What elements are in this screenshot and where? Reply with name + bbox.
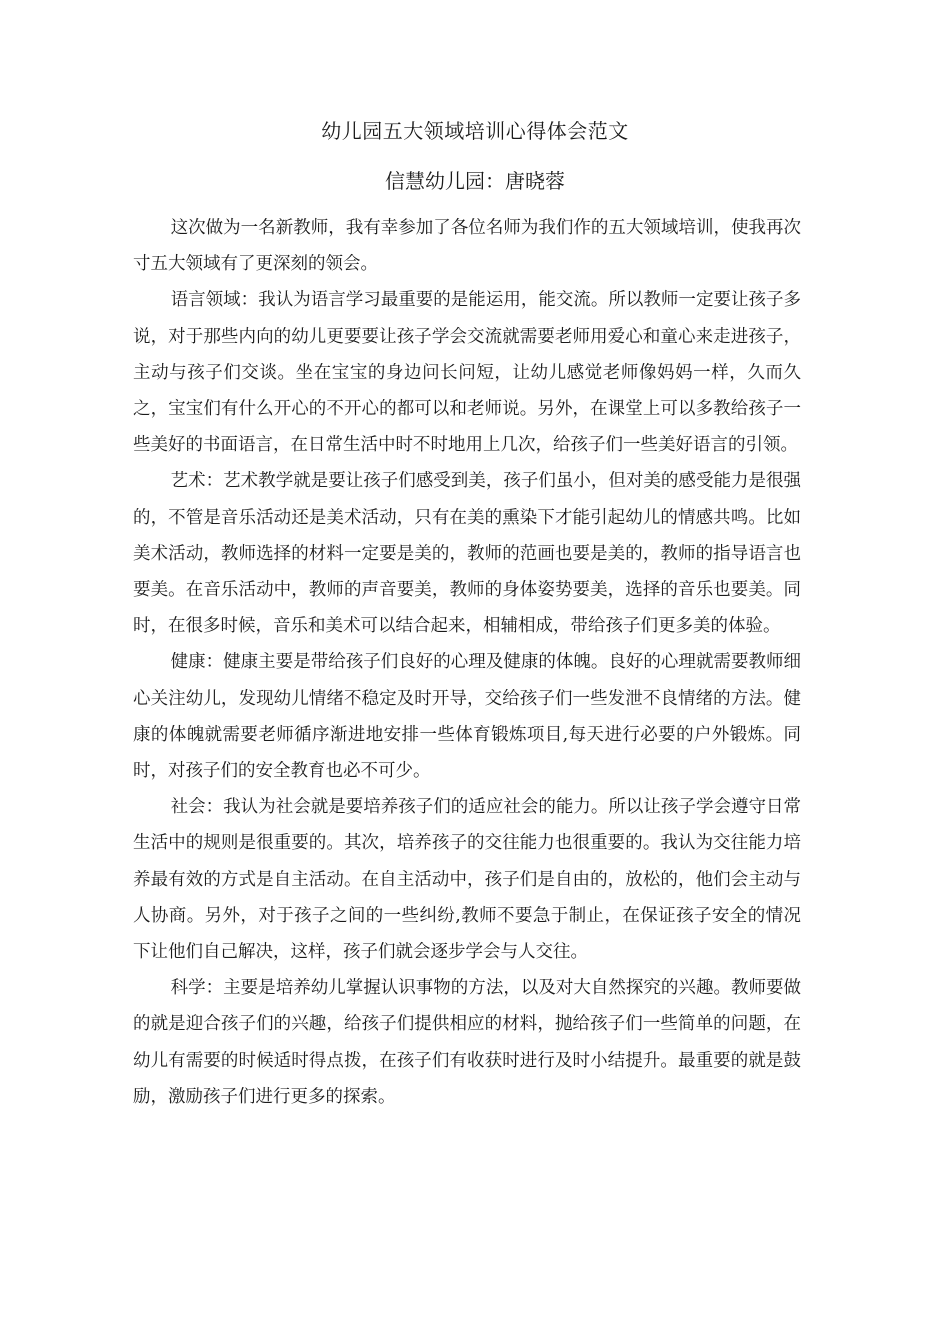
document-body bbox=[133, 210, 801, 1115]
paragraph-health: 健康：健康主要是带给孩子们良好的心理及健康的体魄。良好的心理就需要教师细心关注幼儿，发现幼儿情绪不稳定及时开导，交给孩子们一些发泄不良情绪的方法。健康的体魄就需要老师循序渐进地安排一些体育锻炼项目,每天进行必要的户外锻炼。同时，对孩子们的安全教育也必不可少。 bbox=[133, 652, 801, 782]
paragraph-art: 艺术：艺术教学就是要让孩子们感受到美，孩子们虽小，但对美的感受能力是很强的，不管是音乐活动还是美术活动，只有在美的熏染下才能引起幼儿的情感共鸣。比如美术活动，教师选择的材料一定要是美的，教师的范画也要是美的，教师的指导语言也要美。在音乐活动中，教师的声音要美，教师的身体姿势要美，选择的音乐也要美。同时，在很多时候，音乐和美术可以结合起来，相辅相成，带给孩子们更多美的体验。 bbox=[133, 471, 801, 637]
paragraph-intro: 这次做为一名新教师，我有幸参加了各位名师为我们作的五大领域培训，使我再次寸五大领域有了更深刻的领会。 bbox=[133, 218, 801, 275]
document-title: 幼儿园五大领域培训心得体会范文 bbox=[321, 119, 629, 143]
paragraph-society: 社会：我认为社会就是要培养孩子们的适应社会的能力。所以让孩子学会遵守日常生活中的规则是很重要的。其次，培养孩子的交往能力也很重要的。我认为交往能力培养最有效的方式是自主活动。在自主活动中，孩子们是自由的，放松的，他们会主动与人协商。另外，对于孩子之间的一些纠纷,教师不要急于制止，在保证孩子安全的情况下让他们自己解决，这样，孩子们就会逐步学会与人交往。 bbox=[133, 797, 801, 963]
document-author-line: 信慧幼儿园：唐晓蓉 bbox=[385, 169, 565, 193]
paragraph-language: 语言领域：我认为语言学习最重要的是能运用，能交流。所以教师一定要让孩子多说，对于那些内向的幼儿更要要让孩子学会交流就需要老师用爱心和童心来走进孩子，主动与孩子们交谈。坐在宝宝的身边问长问短，让幼儿感觉老师像妈妈一样，久而久之，宝宝们有什么开心的不开心的都可以和老师说。另外，在课堂上可以多教给孩子一些美好的书面语言，在日常生活中时不时地用上几次，给孩子们一些美好语言的引领。 bbox=[133, 290, 801, 456]
paragraph-science: 科学：主要是培养幼儿掌握认识事物的方法，以及对大自然探究的兴趣。教师要做的就是迎合孩子们的兴趣，给孩子们提供相应的材料，抛给孩子们一些简单的问题，在幼儿有需要的时候适时得点拨，在孩子们有收获时进行及时小结提升。最重要的就是鼓励，激励孩子们进行更多的探索。 bbox=[133, 978, 801, 1107]
